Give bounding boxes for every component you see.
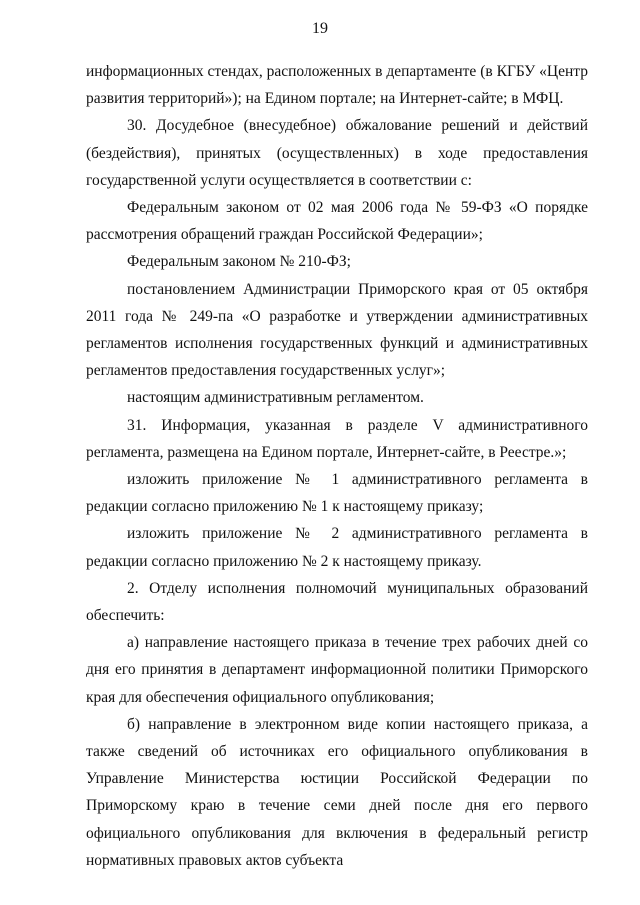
paragraph-federal-law-59: Федеральным законом от 02 мая 2006 года № 59-ФЗ «О порядке рассмотрения обращений граждан Российской Федерации»; (86, 199, 588, 244)
paragraph-subitem-b: б) направление в электронном виде копии настоящего приказа, а также сведений об источниках его официального опубликования в Управление Министерства юстиции Российской Федерации по Приморскому краю в течение семи дней после дня его первого официального опубликования для включения в федеральный регистр нормативных правовых актов субъекта (86, 715, 588, 869)
paragraph-this-regulation: настоящим административным регламентом. (127, 389, 424, 407)
paragraph-resolution-249: постановлением Администрации Приморского края от 05 октября 2011 года № 249-па «О разработке и утверждении административных регламентов исполнения государственных функций и административных регламентов предоставления государственных услуг»; (86, 280, 588, 380)
document-body (86, 58, 588, 874)
paragraph-item-31: 31. Информация, указанная в разделе V административного регламента, размещена на Едином портале, Интернет-сайте, в Реестре.»; (86, 416, 588, 461)
paragraph-appendix-2: изложить приложение № 2 административного регламента в редакции согласно приложению № 2 к настоящему приказу. (86, 525, 588, 570)
paragraph-federal-law-210: Федеральным законом № 210-ФЗ; (127, 253, 351, 271)
paragraph-appendix-1: изложить приложение № 1 административного регламента в редакции согласно приложению № 1 к настоящему приказу; (86, 471, 588, 516)
paragraph-continuation: информационных стендах, расположенных в департаменте (в КГБУ «Центр развития территорий»); на Едином портале; на Интернет-сайте; в МФЦ. (86, 63, 588, 108)
paragraph-subitem-a: а) направление настоящего приказа в течение трех рабочих дней со дня его принятия в департамент информационной политики Приморского края для обеспечения официального опубликования; (86, 634, 588, 706)
paragraph-item-2: 2. Отделу исполнения полномочий муниципальных образований обеспечить: (86, 579, 588, 625)
page-number: 19 (312, 20, 328, 37)
paragraph-item-30: 30. Досудебное (внесудебное) обжалование решений и действий (бездействия), принятых (осуществленных) в ходе предоставления государственной услуги осуществляется в соответствии с: (86, 117, 588, 189)
